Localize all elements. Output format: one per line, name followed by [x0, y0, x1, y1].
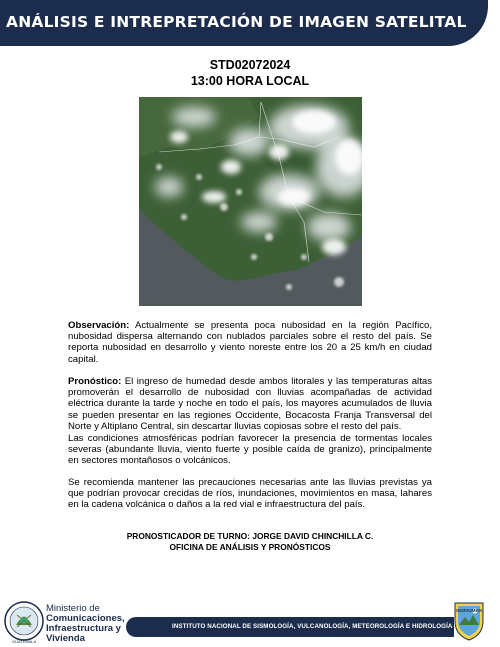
forecast-label: Pronóstico:: [68, 376, 122, 387]
forecast-office: OFICINA DE ANÁLISIS Y PRONÓSTICOS: [169, 542, 331, 552]
satellite-image: [139, 97, 362, 306]
observation-label: Observación:: [68, 320, 130, 331]
forecast-text: El ingreso de humedad desde ambos litorales y las temperaturas altas promoverán el desarrollo de nubosidad con lluvias acompañadas de actividad eléctrica durante la tarde y noche en todo el país, los mayores acumulados de lluvia se pueden presentar en las regiones Occidente, Bocacosta Franja Transversal del Norte y Altiplano Central, sin descartar lluvias copiosas sobre el resto del país.: [68, 376, 432, 432]
seal-label: GUATEMALA: [11, 639, 37, 644]
observation-paragraph: [68, 320, 432, 365]
institute-bar: [126, 617, 454, 637]
conditions-paragraph: Las condiciones atmosféricas podrían favorecer la presencia de tormentas locales severas (abundante lluvia, viento fuerte y posible caída de granizo), principalmente en sectores montañosos o volcánicos.: [68, 433, 432, 467]
ministry-line-3: Infraestructura y: [46, 623, 121, 634]
guatemala-seal-icon: [4, 601, 44, 641]
forecast-paragraph: [68, 376, 432, 432]
ministry-line-2: Comunicaciones,: [46, 613, 125, 624]
document-id: STD02072024: [209, 58, 291, 72]
ministry-name: [46, 604, 136, 644]
institute-name: INSTITUTO NACIONAL DE SISMOLOGÍA, VULCANOLOGÍA, METEOROLOGÍA E HIDROLOGÍA: [172, 623, 453, 630]
footer: [0, 595, 500, 647]
forecaster-name: PRONOSTICADOR DE TURNO: JORGE DAVID CHINCHILLA C.: [126, 531, 374, 541]
document-time: 13:00 HORA LOCAL: [190, 74, 310, 88]
observation-text: Actualmente se presenta poca nubosidad en la región Pacífico, nubosidad dispersa alternando con nublados parciales sobre el resto del país. Se reporta nubosidad en desarrollo y viento noreste entre los 20 a 25 km/h en ciudad capital.: [68, 320, 432, 365]
insivumeh-logo-icon: [452, 597, 486, 641]
header-banner: [0, 0, 488, 46]
page-title: ANÁLISIS E INTREPRETACIÓN DE IMAGEN SATELITAL: [6, 13, 467, 31]
recommendation-paragraph: Se recomienda mantener las precauciones necesarias ante las lluvias previstas ya que podrían provocar crecidas de ríos, inundaciones, movimientos en masa, lahares en la cadena volcánica o daños a la red vial e infraestructura del país.: [68, 477, 432, 511]
ministry-line-4: Vivienda: [46, 633, 85, 644]
ministry-line-1: Ministerio de: [46, 603, 100, 614]
insivumeh-label: INSIVUMEH: [456, 608, 482, 613]
